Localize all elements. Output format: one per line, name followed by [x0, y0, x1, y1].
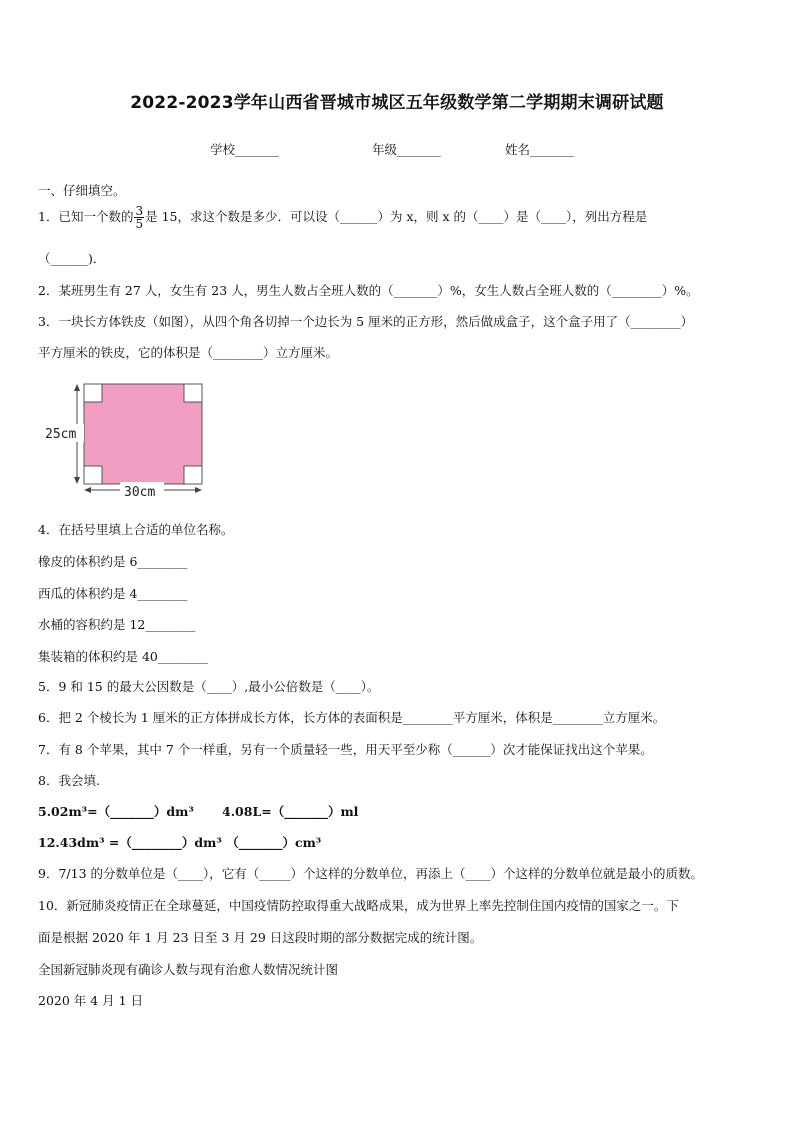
section-heading: 一、仔细填空。	[38, 183, 126, 198]
question-9: 9．7/13 的分数单位是（____），它有（_____）个这样的分数单位，再添上（____）个这样的分数单位就是最小的质数。	[38, 866, 703, 881]
question-6: 6．把 2 个棱长为 1 厘米的正方体拼成长方体，长方体的表面积是________平方厘米，体积是________立方厘米。	[38, 710, 666, 725]
chart-caption: 全国新冠肺炎现有确诊人数与现有治愈人数情况统计图	[38, 962, 339, 977]
q1-prefix: 1．已知一个数的	[38, 209, 134, 224]
width-label: 30cm	[124, 485, 156, 500]
q1-suffix: 是 15，求这个数是多少．可以设（______）为 x，则 x 的（____）是（____），列出方程是	[145, 209, 648, 224]
question-1-line2: （______)．	[38, 251, 106, 266]
q8-row1-right: 4.08L=（_______）ml	[222, 804, 359, 819]
fraction-three-fifths	[134, 205, 144, 230]
question-3-line2: 平方厘米的铁皮，它的体积是（________）立方厘米。	[38, 345, 339, 360]
cut-corner-bottom-right	[184, 466, 202, 484]
q4-item-bucket: 水桶的容积约是 12________	[38, 617, 196, 632]
cut-corner-bottom-left	[84, 466, 102, 484]
question-7: 7．有 8 个苹果，其中 7 个一样重，另有一个质量轻一些，用天平至少称（______）次才能保证找出这个苹果。	[38, 742, 653, 757]
q8-row1-left: 5.02m³=（_______）dm³	[38, 804, 194, 819]
height-label: 25cm	[45, 427, 77, 442]
grade-field: 年级_______	[372, 142, 441, 157]
cut-corner-top-left	[84, 384, 102, 402]
question-1	[38, 205, 647, 230]
question-3-line1: 3．一块长方体铁皮（如图），从四个角各切掉一个边长为 5 厘米的正方形，然后做成盒子，这个盒子用了（________）	[38, 314, 694, 329]
question-10-line1: 10．新冠肺炎疫情正在全球蔓延，中国疫情防控取得重大战略成果，成为世界上率先控制住国内疫情的国家之一。下	[38, 898, 679, 913]
page-title: 2022-2023学年山西省晋城市城区五年级数学第二学期期末调研试题	[130, 93, 664, 113]
chart-date: 2020 年 4 月 1 日	[38, 993, 144, 1008]
question-5: 5．9 和 15 的最大公因数是（____）,最小公倍数是（____）。	[38, 679, 380, 694]
question-4: 4．在括号里填上合适的单位名称。	[38, 522, 234, 537]
question-2: 2．某班男生有 27 人，女生有 23 人，男生人数占全班人数的（_______）%，女生人数占全班人数的（________）%。	[38, 283, 699, 298]
cut-corner-top-right	[184, 384, 202, 402]
name-field: 姓名_______	[505, 142, 574, 157]
question-8: 8．我会填.	[38, 773, 100, 788]
question-10-line2: 面是根据 2020 年 1 月 23 日至 3 月 29 日这段时期的部分数据完成的统计图。	[38, 930, 483, 945]
q4-item-watermelon: 西瓜的体积约是 4________	[38, 586, 188, 601]
fraction-denominator: 5	[135, 217, 144, 231]
fraction-numerator: 3	[135, 204, 144, 218]
q4-item-container: 集装箱的体积约是 40________	[38, 649, 208, 664]
q8-row2: 12.43dm³ =（________）dm³ （_______）cm³	[38, 835, 322, 850]
q4-item-eraser: 橡皮的体积约是 6________	[38, 554, 188, 569]
school-field: 学校_______	[210, 142, 279, 157]
iron-sheet-figure	[40, 378, 210, 500]
